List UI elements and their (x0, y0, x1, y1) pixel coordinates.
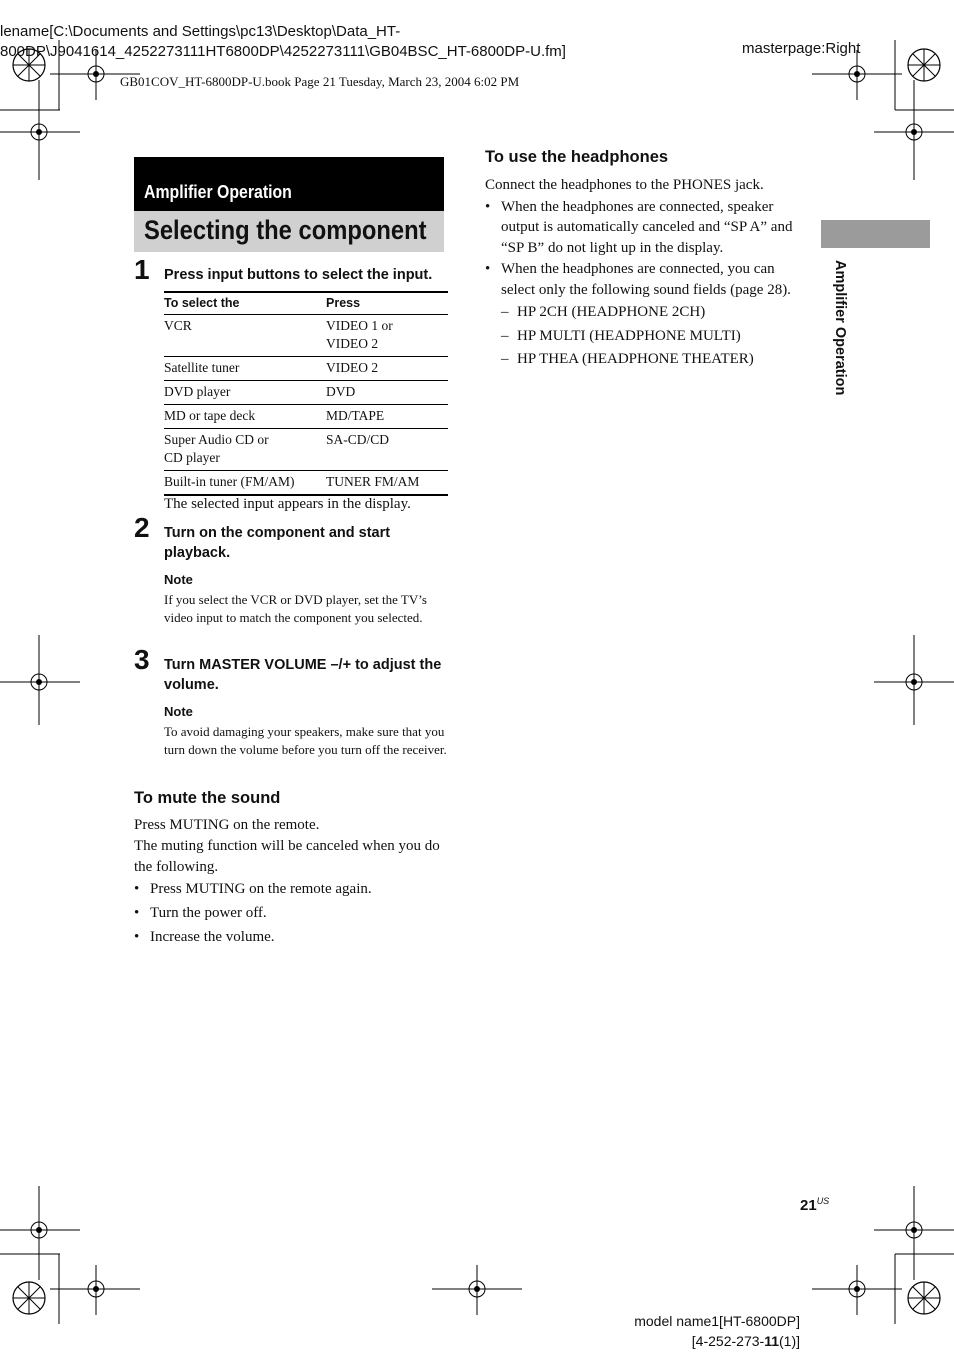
list-item (485, 259, 800, 370)
list-item-text: When the headphones are connected, you can select only the following sound fields (page 28). (501, 261, 791, 298)
table-row (164, 429, 448, 471)
table-row (164, 381, 448, 405)
code-bold: 11 (764, 1333, 779, 1349)
side-tab (821, 220, 930, 248)
input-select-table (164, 291, 448, 496)
table-header-cell: To select the (164, 292, 326, 315)
step-number-2: 2 (134, 512, 150, 543)
table-row (164, 471, 448, 496)
headphones-intro: Connect the headphones to the PHONES jack. (485, 177, 764, 193)
page-number-suffix: US (816, 1196, 830, 1206)
list-item: • Press MUTING on the remote again. (134, 879, 449, 900)
note-label: Note (164, 572, 193, 587)
table-cell: DVD (326, 381, 448, 405)
mute-heading: To mute the sound (134, 789, 281, 807)
mute-body (134, 815, 449, 948)
table-caption: The selected input appears in the display. (164, 496, 411, 512)
section-band (134, 157, 444, 211)
table-header-cell: Press (326, 292, 448, 315)
sound-field-item: – HP 2CH (HEADPHONE 2CH) (501, 302, 800, 323)
list-item: • Turn the power off. (134, 903, 449, 924)
table-cell: Built-in tuner (FM/AM) (164, 471, 326, 496)
model-name: model name1[HT-6800DP] (634, 1313, 800, 1329)
file-path-header (0, 22, 566, 62)
model-footer (560, 1311, 800, 1351)
table-cell: TUNER FM/AM (326, 471, 448, 496)
table-header-row (164, 292, 448, 315)
code-prefix: [4-252-273- (691, 1333, 765, 1349)
list-item: • Increase the volume. (134, 927, 449, 948)
headphones-body (485, 175, 800, 373)
code-suffix: (1)] (779, 1333, 800, 1349)
table-cell: Satellite tuner (164, 357, 326, 381)
side-tab-label: Amplifier Operation (832, 260, 848, 396)
title-band (134, 211, 444, 252)
note-label: Note (164, 704, 193, 719)
page-number (800, 1196, 829, 1214)
headphones-heading: To use the headphones (485, 148, 669, 166)
table-row (164, 315, 448, 357)
book-info: GB01COV_HT-6800DP-U.book Page 21 Tuesday, March 23, 2004 6:02 PM (120, 74, 520, 89)
side-tab-label-wrap (818, 260, 858, 440)
section-label: Amplifier Operation (144, 182, 292, 202)
table-row (164, 357, 448, 381)
list-item: • When the headphones are connected, speaker output is automatically canceled and “SP A” and “SP B” do not light up in the display. (485, 197, 800, 259)
step-text-1: Press input buttons to select the input. (164, 267, 433, 283)
table-row (164, 405, 448, 429)
note-text: If you select the VCR or DVD player, set the TV’s video input to match the component you selected. (164, 592, 427, 625)
mute-paragraph: Press MUTING on the remote. (134, 817, 320, 833)
table-cell: MD or tape deck (164, 405, 326, 429)
mute-paragraph: The muting function will be canceled when you do the following. (134, 838, 440, 875)
table-cell: VCR (164, 315, 326, 357)
table-cell: SA-CD/CD (326, 429, 448, 471)
step-number-1: 1 (134, 254, 150, 285)
table-cell: DVD player (164, 381, 326, 405)
table-cell: MD/TAPE (326, 405, 448, 429)
step-number-3: 3 (134, 644, 150, 675)
sound-field-item: – HP MULTI (HEADPHONE MULTI) (501, 326, 800, 347)
table-cell: VIDEO 1 or VIDEO 2 (326, 315, 448, 357)
step-text-2: Turn on the component and start playback. (164, 525, 391, 561)
step-text-3: Turn MASTER VOLUME –/+ to adjust the volume. (164, 657, 442, 693)
page-title: Selecting the component (144, 215, 427, 245)
page-number-value: 21 (800, 1197, 817, 1214)
file-path-line-2: 800DP\J9041614_4252273111HT6800DP\4252273111\GB04BSC_HT-6800DP-U.fm] (0, 43, 566, 60)
sound-field-item: – HP THEA (HEADPHONE THEATER) (501, 349, 800, 370)
masterpage-label: masterpage:Right (742, 40, 861, 57)
table-cell: VIDEO 2 (326, 357, 448, 381)
model-code (560, 1331, 800, 1351)
table-cell: Super Audio CD or CD player (164, 429, 326, 471)
file-path-line-1: lename[C:\Documents and Settings\pc13\Desktop\Data_HT- (0, 23, 401, 40)
note-text: To avoid damaging your speakers, make sure that you turn down the volume before you turn off the receiver. (164, 724, 447, 757)
